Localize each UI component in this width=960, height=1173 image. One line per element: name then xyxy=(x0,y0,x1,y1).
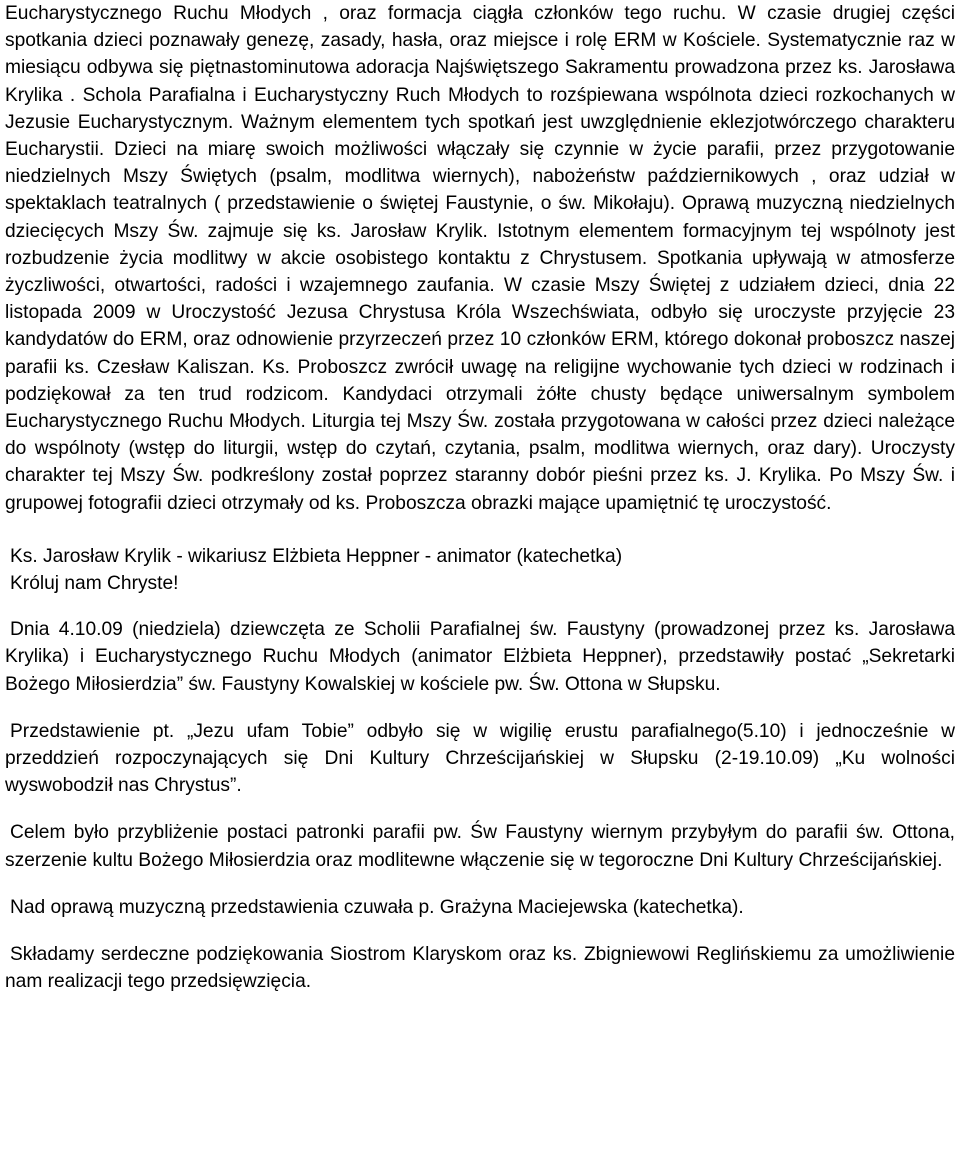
closing-line: Króluj nam Chryste! xyxy=(10,573,179,595)
performance-title-paragraph: Przedstawienie pt. „Jezu ufam Tobie” odbyło się w wigilię erustu parafialnego(5.10) i jednocześnie w przeddzień rozpoczynających się Dni Kultury Chrześcijańskiej w Słupsku (2-19.10.09) „Ku wolności wyswobodził nas Chrystus”. xyxy=(5,720,955,797)
thanks-paragraph: Składamy serdeczne podziękowania Siostrom Klaryskom oraz ks. Zbigniewowi Reglińskiemu za umożliwienie nam realizacji tego przedsięwzięcia. xyxy=(5,944,955,993)
performance-date-paragraph: Dnia 4.10.09 (niedziela) dziewczęta ze Scholii Parafialnej św. Faustyny (prowadzonej przez ks. Jarosława Krylika) i Eucharystycznego Ruchu Młodych (animator Elżbieta Heppner), przedstawiły postać „Sekretarki Bożego Miłosierdzia” św. Faustyny Kowalskiej w kościele pw. Św. Ottona w Słupsku. xyxy=(5,619,955,695)
document-page xyxy=(5,0,955,996)
music-credit-paragraph: Nad oprawą muzyczną przedstawienia czuwała p. Grażyna Maciejewska (katechetka). xyxy=(10,896,744,918)
main-paragraph: Eucharystycznego Ruchu Młodych , oraz formacja ciągła członków tego ruchu. W czasie drugiej części spotkania dzieci poznawały genezę, zasady, hasła, oraz miejsce i rolę ERM w Kościele. Systematycznie raz w miesiącu odbywa się piętnastominutowa adoracja Najświętszego Sakramentu prowadzona przez ks. Jarosława Krylika . Schola Parafialna i Eucharystyczny Ruch Młodych to rozśpiewana wspólnota dzieci rozkochanych w Jezusie Eucharystycznym. Ważnym elementem tych spotkań jest uwzględnienie eklezjotwórczego charakteru Eucharystii. Dzieci na miarę swoich możliwości włączały się czynnie w życie parafii, przez przygotowanie niedzielnych Mszy Świętych (psalm, modlitwa wiernych), nabożeństw październikowych , oraz udział w spektaklach teatralnych ( przedstawienie o świętej Faustynie, o św. Mikołaju). Oprawą muzyczną niedzielnych dziecięcych Mszy Św. zajmuje się ks. Jarosław Krylik. Istotnym elementem formacyjnym tej wspólnoty jest rozbudzenie życia modlitwy w akcie osobistego kontaktu z Chrystusem. Spotkania upływają w atmosferze życzliwości, otwartości, radości i wzajemnego zaufania. W czasie Mszy Świętej z udziałem dzieci, dnia 22 listopada 2009 w Uroczystość Jezusa Chrystusa Króla Wszechświata, odbyło się uroczyste przyjęcie 23 kandydatów do ERM, oraz odnowienie przyrzeczeń przez 10 członków ERM, którego dokonał proboszcz naszej parafii ks. Czesław Kaliszan. Ks. Proboszcz zwrócił uwagę na religijne wychowanie tych dzieci w rodzinach i podziękował za ten trud rodzicom. Kandydaci otrzymali żółte chusty będące uniwersalnym symbolem Eucharystycznego Ruchu Młodych. Liturgia tej Mszy Św. została przygotowana w całości przez dzieci należące do wspólnoty (wstęp do liturgii, wstęp do czytań, czytania, psalm, modlitwa wiernych, oraz dary). Uroczysty charakter tej Mszy Św. podkreślony został poprzez staranny dobór pieśni przez ks. J. Krylika. Po Mszy Św. i grupowej fotografii dzieci otrzymały od ks. Proboszcza obrazki mające upamiętnić tę uroczystość. xyxy=(5,3,955,514)
signature-line: Ks. Jarosław Krylik - wikariusz Elżbieta Heppner - animator (katechetka) xyxy=(10,545,623,567)
purpose-paragraph: Celem było przybliżenie postaci patronki parafii pw. Św Faustyny wiernym przybyłym do parafii św. Ottona, szerzenie kultu Bożego Miłosierdzia oraz modlitewne włączenie się w tegoroczne Dni Kultury Chrześcijańskiej. xyxy=(5,822,955,871)
